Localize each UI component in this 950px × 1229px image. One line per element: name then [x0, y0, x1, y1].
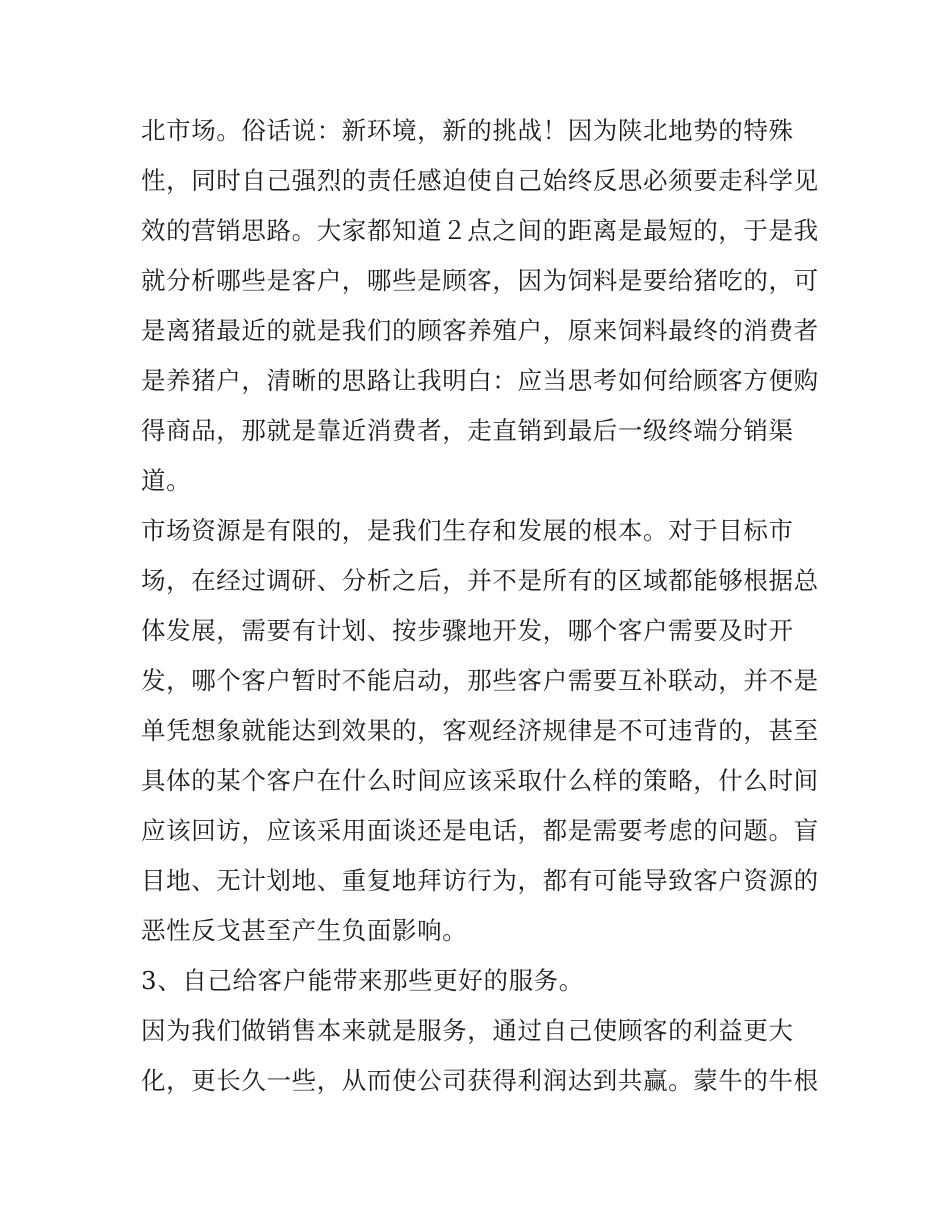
text-line: 性，同时自己强烈的责任感迫使自己始终反思必须要走科学见	[141, 166, 819, 195]
text-line: 因为我们做销售本来就是服务，通过自己使顾客的利益更大	[141, 1016, 794, 1045]
text-line: 单凭想象就能达到效果的，客观经济规律是不可违背的，甚至	[141, 716, 819, 745]
text-line: 北市场。俗话说：新环境，新的挑战！因为陕北地势的特殊	[141, 116, 794, 145]
text-line: 具体的某个客户在什么时间应该采取什么样的策略，什么时间	[141, 766, 819, 795]
text-line: 恶性反戈甚至产生负面影响。	[141, 916, 468, 945]
text-line: 体发展，需要有计划、按步骤地开发，哪个客户需要及时开	[141, 616, 794, 645]
text-line: 效的营销思路。大家都知道２点之间的距离是最短的，于是我	[141, 216, 819, 245]
text-line: 就分析哪些是客户，哪些是顾客，因为饲料是要给猪吃的，可	[141, 266, 819, 295]
text-line: 是离猪最近的就是我们的顾客养殖户，原来饲料最终的消费者	[141, 316, 819, 345]
text-line: 发，哪个客户暂时不能启动，那些客户需要互补联动，并不是	[141, 666, 819, 695]
text-line: 市场资源是有限的，是我们生存和发展的根本。对于目标市	[141, 516, 794, 545]
document-body	[141, 106, 821, 1106]
text-line: 是养猪户，清晰的思路让我明白：应当思考如何给顾客方便购	[141, 366, 819, 395]
text-line: 应该回访，应该采用面谈还是电话，都是需要考虑的问题。盲	[141, 816, 819, 845]
text-line: 目地、无计划地、重复地拜访行为，都有可能导致客户资源的	[141, 866, 819, 895]
text-line: 道。	[141, 466, 192, 495]
text-line: 得商品，那就是靠近消费者，走直销到最后一级终端分销渠	[141, 416, 794, 445]
text-line: 化，更长久一些，从而使公司获得利润达到共赢。蒙牛的牛根	[141, 1066, 819, 1095]
section-heading: 3、自己给客户能带来那些更好的服务。	[141, 966, 584, 995]
text-line: 场，在经过调研、分析之后，并不是所有的区域都能够根据总	[141, 566, 819, 595]
